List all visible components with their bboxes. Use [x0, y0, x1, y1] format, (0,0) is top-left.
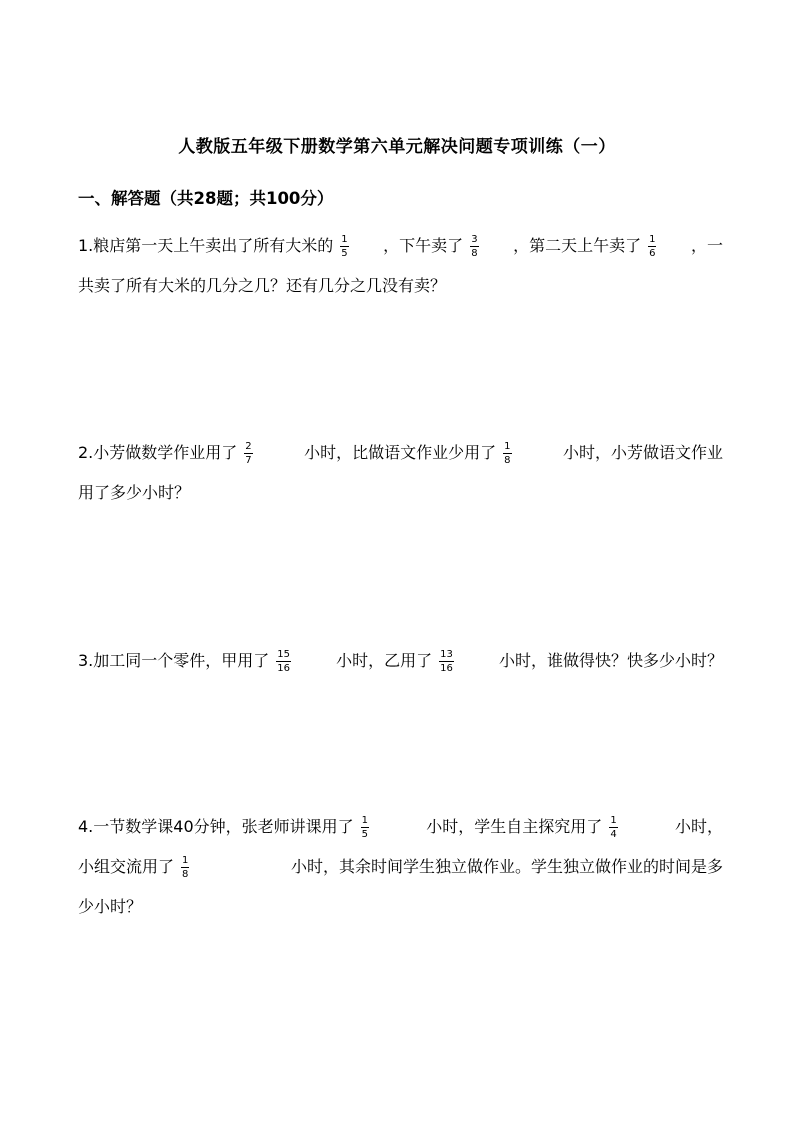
fraction [470, 234, 478, 259]
fraction-numerator: 1 [610, 814, 617, 826]
fraction-denominator: 6 [649, 247, 656, 259]
fraction [244, 441, 252, 466]
fraction-numerator: 1 [649, 233, 656, 245]
question-text: 小时，谁做得快？快多少小时？ [498, 651, 723, 670]
question-4-line-2 [78, 847, 723, 887]
question-text: ，下午卖了 [383, 236, 464, 255]
question-text: 小时， [674, 817, 723, 836]
fraction [361, 815, 369, 840]
fraction-denominator: 5 [361, 828, 369, 840]
question-3 [78, 641, 723, 681]
question-number: 1. [78, 236, 94, 255]
section-heading: 一、解答题（共28题；共100分） [78, 189, 334, 208]
fraction-numerator: 1 [504, 440, 511, 452]
fraction [609, 815, 617, 840]
fraction-denominator: 5 [341, 247, 348, 259]
question-text: ，第二天上午卖了 [513, 236, 642, 255]
question-number: 4. [78, 817, 94, 836]
fraction-denominator: 16 [277, 662, 291, 674]
question-4-line-3: 少小时？ [78, 897, 143, 916]
question-1-line-2: 共卖了所有大米的几分之几？还有几分之几没有卖？ [78, 276, 447, 295]
question-2-line-2: 用了多少小时？ [78, 483, 191, 502]
fraction [503, 441, 511, 466]
fraction-numerator: 13 [440, 648, 453, 660]
fraction [276, 649, 291, 674]
fraction-numerator: 1 [361, 814, 369, 826]
fraction [648, 234, 656, 259]
fraction-denominator: 8 [182, 868, 189, 880]
fraction-numerator: 3 [471, 233, 478, 245]
question-text: 小组交流用了 [78, 857, 175, 876]
question-text: ，一 [690, 236, 723, 255]
fraction-denominator: 8 [471, 247, 478, 259]
question-4 [78, 807, 723, 927]
question-text: 小时，乙用了 [336, 651, 433, 670]
fraction-denominator: 4 [610, 828, 617, 840]
question-2-line-1 [78, 433, 723, 473]
question-number: 3. [78, 651, 94, 670]
fraction [181, 855, 189, 880]
question-text: 小时，其余时间学生独立做作业。学生独立做作业的时间是多 [290, 857, 723, 876]
question-3-line-1 [78, 641, 723, 681]
fraction [439, 649, 454, 674]
question-2 [78, 433, 723, 513]
question-text: 小芳做数学作业用了 [93, 443, 238, 462]
fraction-numerator: 1 [182, 854, 189, 866]
fraction-denominator: 16 [440, 662, 453, 674]
fraction-numerator: 1 [341, 233, 348, 245]
question-1-line-1 [78, 226, 723, 266]
question-text: 小时，小芳做语文作业 [562, 443, 723, 462]
fraction [340, 234, 348, 259]
fraction-denominator: 8 [504, 454, 511, 466]
fraction-numerator: 2 [245, 440, 252, 452]
fraction-denominator: 7 [245, 454, 252, 466]
question-text: 小时，学生自主探究用了 [426, 817, 603, 836]
question-number: 2. [78, 443, 94, 462]
question-text: 一节数学课40分钟，张老师讲课用了 [93, 817, 354, 836]
question-text: 加工同一个零件，甲用了 [93, 651, 270, 670]
question-text: 粮店第一天上午卖出了所有大米的 [93, 236, 334, 255]
question-4-line-1 [78, 807, 723, 847]
page-title: 人教版五年级下册数学第六单元解决问题专项训练（一） [178, 137, 616, 157]
fraction-numerator: 15 [277, 648, 291, 660]
question-1 [78, 226, 723, 306]
question-text: 小时，比做语文作业少用了 [304, 443, 497, 462]
